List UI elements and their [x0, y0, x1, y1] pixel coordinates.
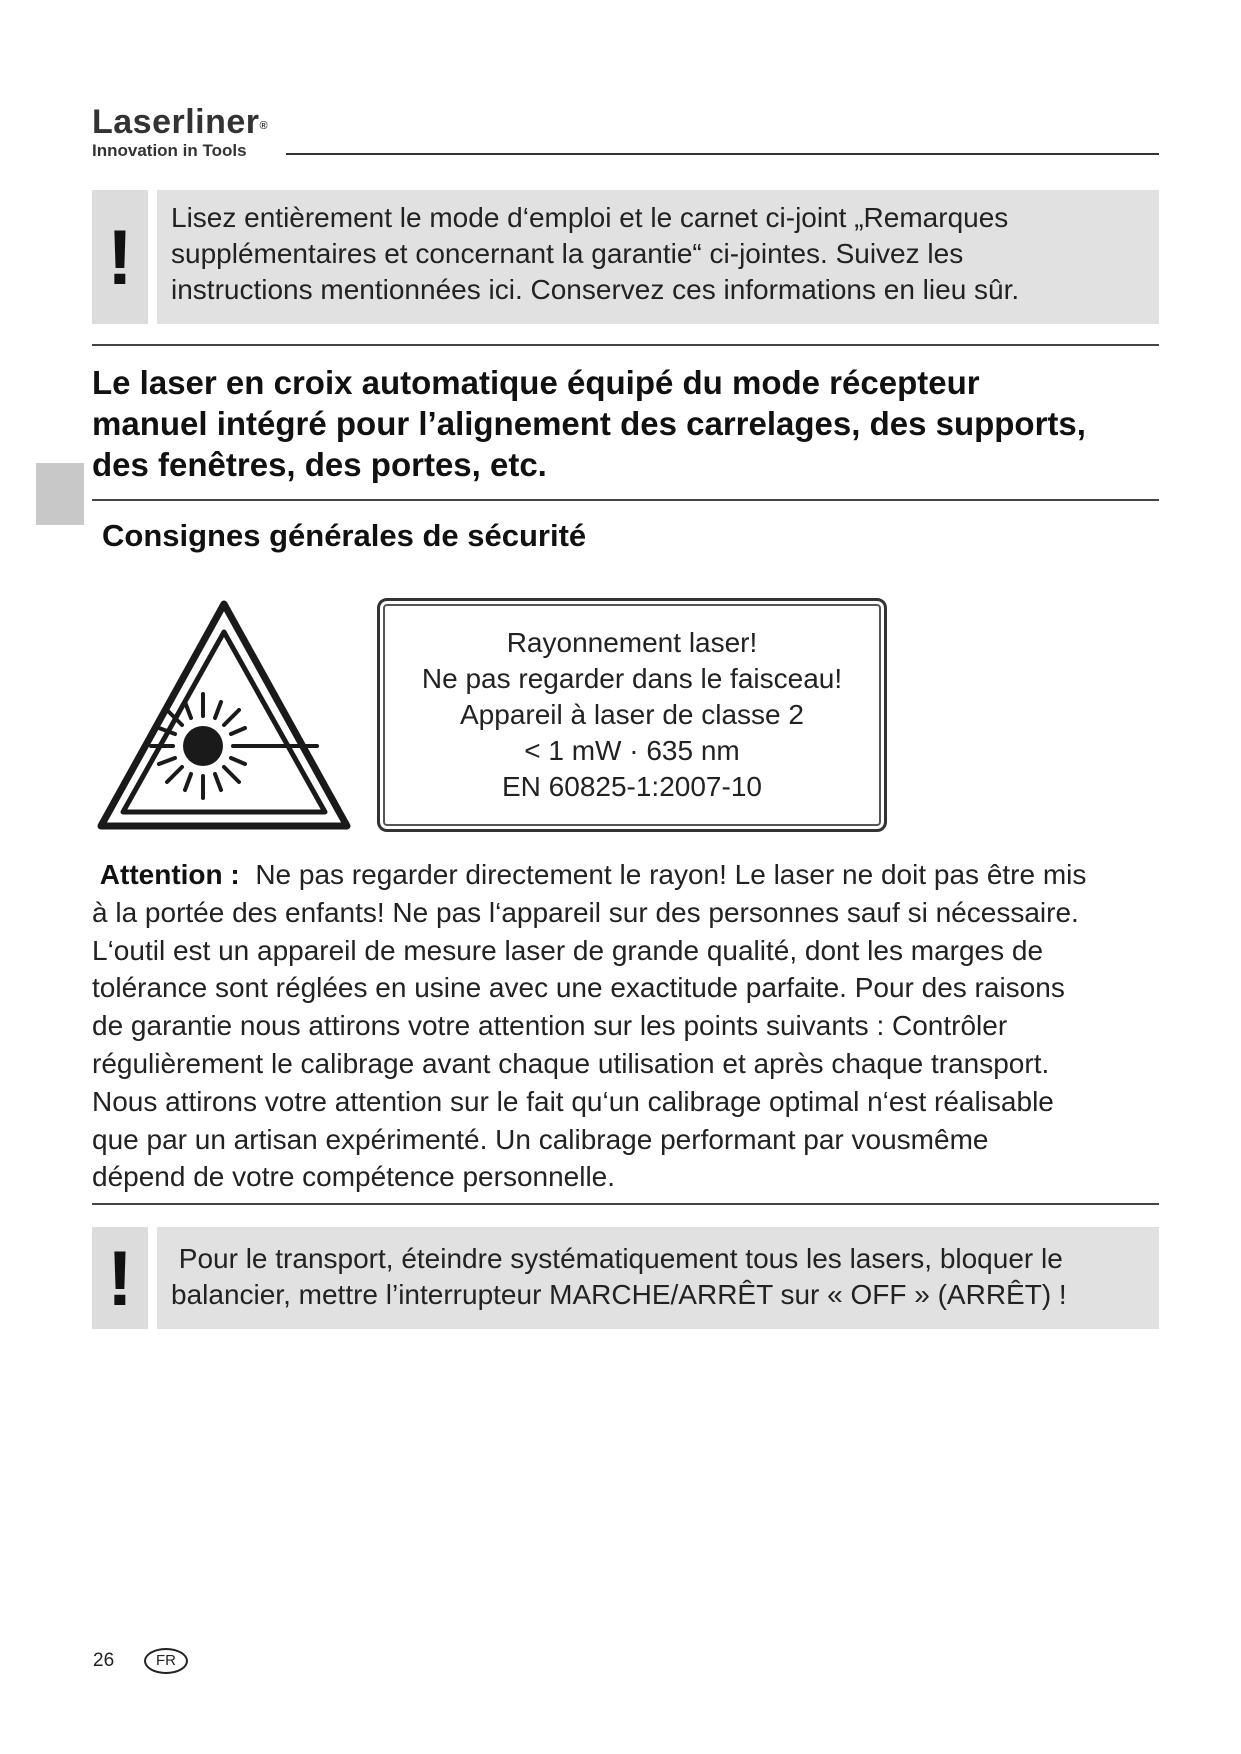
title-line: manuel intégré pour l’alignement des carrelages, des supports, — [92, 405, 1086, 442]
chapter-tab-marker — [36, 463, 84, 525]
language-badge: FR — [144, 1648, 188, 1674]
title-line: des fenêtres, des portes, etc. — [92, 446, 547, 483]
notice-exclamation-box — [92, 1227, 148, 1329]
paragraph-line: régulièrement le calibrage avant chaque utilisation et après chaque transport. — [92, 1047, 1050, 1079]
notice-general — [157, 190, 1159, 324]
notice-line: Lisez entièrement le mode d‘emploi et le carnet ci-joint „Remarques — [171, 202, 1009, 233]
attention-label: Attention : — [99, 859, 240, 890]
exclamation-icon: ! — [107, 1234, 133, 1322]
page-number: 26 — [93, 1650, 115, 1671]
paragraph-line: à la portée des enfants! Ne pas l‘appareil sur des personnes sauf si nécessaire. — [92, 896, 1079, 928]
brand-logo — [92, 104, 268, 160]
notice-line: Pour le transport, éteindre systématiquement tous les lasers, bloquer le — [178, 1243, 1063, 1274]
paragraph-line: que par un artisan expérimenté. Un calibrage performant par vousmême — [92, 1123, 989, 1155]
laser-label-line: EN 60825-1:2007-10 — [502, 771, 762, 802]
paragraph-line: tolérance sont réglées en usine avec une exactitude parfaite. Pour des raisons — [92, 972, 1065, 1004]
notice-exclamation-box — [92, 190, 148, 324]
paragraph-line: Nous attirons votre attention sur le fait qu‘un calibrage optimal n‘est réalisable — [92, 1085, 1054, 1117]
attention-first-line: Attention : Ne pas regarder directement le rayon! Le laser ne doit pas être mis — [99, 859, 1087, 890]
laser-class-label — [377, 598, 887, 832]
divider — [92, 1203, 1159, 1205]
notice-line: balancier, mettre l’interrupteur MARCHE/ARRÊT sur « OFF » (ARRÊT) ! — [171, 1279, 1067, 1310]
paragraph-line: dépend de votre compétence personnelle. — [92, 1161, 616, 1193]
attention-paragraph — [92, 856, 1177, 1196]
title-line: Le laser en croix automatique équipé du mode récepteur — [92, 364, 980, 401]
laser-label-line: Appareil à laser de classe 2 — [460, 699, 804, 730]
paragraph-line: L‘outil est un appareil de mesure laser de grande qualité, dont les marges de — [92, 934, 1044, 966]
header-rule — [286, 153, 1159, 155]
laser-label-line: Ne pas regarder dans le faisceau! — [421, 663, 843, 694]
divider — [92, 344, 1159, 346]
section-heading: Consignes générales de sécurité — [102, 518, 587, 553]
notice-line: supplémentaires et concernant la garantie“ ci-jointes. Suivez les — [171, 238, 964, 269]
registered-mark: ® — [259, 120, 269, 132]
product-title — [92, 362, 1172, 485]
brand-tagline: Innovation in Tools — [92, 141, 247, 160]
notice-transport — [157, 1227, 1159, 1329]
paragraph-line: de garantie nous attirons votre attention sur les points suivants : Contrôler — [92, 1010, 1008, 1042]
laser-label-line: Rayonnement laser! — [506, 627, 758, 658]
brand-name: Laserliner® — [92, 103, 269, 141]
laser-radiation-warning-icon — [95, 598, 353, 834]
divider — [92, 499, 1159, 501]
notice-line: instructions mentionnées ici. Conservez ces informations en lieu sûr. — [171, 274, 1020, 305]
exclamation-icon: ! — [107, 213, 133, 301]
laser-label-line: < 1 mW · 635 nm — [524, 735, 740, 766]
